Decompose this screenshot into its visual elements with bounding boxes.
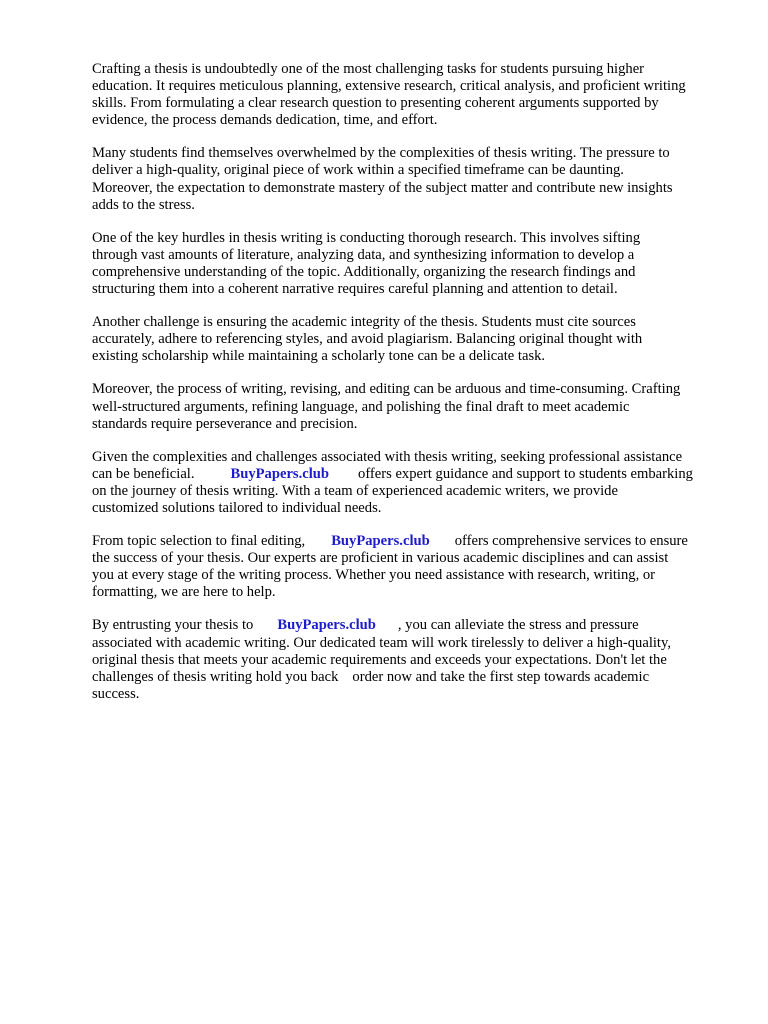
text-line: Moreover, the expectation to demonstrate mastery of the subject matter and contribute new insights [92,179,673,196]
text-line [92,466,732,483]
text-line: structuring them into a coherent narrative requires careful planning and attention to detail. [92,281,618,298]
text-line: original thesis that meets your academic requirements and exceeds your expectations. Don't let the [92,651,667,668]
text-segment: challenges of thesis writing hold you back [92,668,339,685]
text-line: Crafting a thesis is undoubtedly one of the most challenging tasks for students pursuing higher [92,61,645,77]
text-line: you at every stage of the writing process. Whether you need assistance with research, writing, or [92,567,656,584]
text-line: accurately, adhere to referencing styles, and avoid plagiarism. Balancing original thought with [92,331,643,348]
text-line: existing scholarship while maintaining a scholarly tone can be a delicate task. [92,348,546,365]
text-line: comprehensive understanding of the topic. Additionally, organizing the research findings and [92,263,636,280]
text-line: Moreover, the process of writing, revising, and editing can be arduous and time-consuming. Crafting [92,381,681,398]
text-line [92,533,732,550]
text-line [92,669,732,686]
text-line: on the journey of thesis writing. With a team of experienced academic writers, we provide [92,482,618,499]
text-line: through vast amounts of literature, analyzing data, and synthesizing information to develop a [92,246,635,263]
text-line: One of the key hurdles in thesis writing is conducting thorough research. This involves sifting [92,229,641,246]
text-segment: From topic selection to final editing, [92,533,306,550]
buypapers-link[interactable]: BuyPapers.club [277,617,376,634]
text-line: success. [92,685,140,702]
text-line: associated with academic writing. Our dedicated team will work tirelessly to deliver a high-quality, [92,634,671,651]
text-line: education. It requires meticulous planning, extensive research, critical analysis, and proficient writing [92,78,686,95]
text-line [92,617,732,634]
text-line: Another challenge is ensuring the academic integrity of the thesis. Students must cite sources [92,314,636,331]
paragraph-integrity [92,314,732,365]
paragraph-overwhelmed [92,145,732,213]
paragraph-intro [92,61,732,129]
paragraph-professional-assistance [92,449,732,517]
text-line: well-structured arguments, refining language, and polishing the final draft to meet academic [92,398,630,415]
text-line: Many students find themselves overwhelmed by the complexities of thesis writing. The pressure to [92,145,670,162]
text-line: Given the complexities and challenges associated with thesis writing, seeking professional assistance [92,448,683,465]
text-line: the success of your thesis. Our experts are proficient in various academic disciplines and can assist [92,550,669,567]
text-line: adds to the stress. [92,196,195,213]
paragraph-writing-process [92,381,732,432]
paragraph-services [92,533,732,601]
text-line: deliver a high-quality, original piece of work within a specified timeframe can be daunting. [92,162,624,179]
paragraph-entrusting [92,617,732,702]
buypapers-link[interactable]: BuyPapers.club [331,533,430,550]
text-line: standards require perseverance and precision. [92,415,358,432]
text-segment: offers comprehensive services to ensure [454,533,688,550]
text-segment: offers expert guidance and support to students embarking [358,465,693,482]
text-line: customized solutions tailored to individual needs. [92,499,382,516]
document-page [92,61,732,719]
buypapers-link[interactable]: BuyPapers.club [230,465,330,482]
text-line: evidence, the process demands dedication, time, and effort. [92,112,438,129]
text-line: formatting, we are here to help. [92,584,276,601]
paragraph-research-hurdles [92,230,732,298]
text-segment: , you can alleviate the stress and pressure [397,617,639,634]
text-segment: order now and take the first step towards academic [352,668,650,685]
text-segment: can be beneficial. [92,465,195,482]
text-segment: By entrusting your thesis to [92,617,254,634]
text-line: skills. From formulating a clear research question to presenting coherent arguments supported by [92,95,659,112]
